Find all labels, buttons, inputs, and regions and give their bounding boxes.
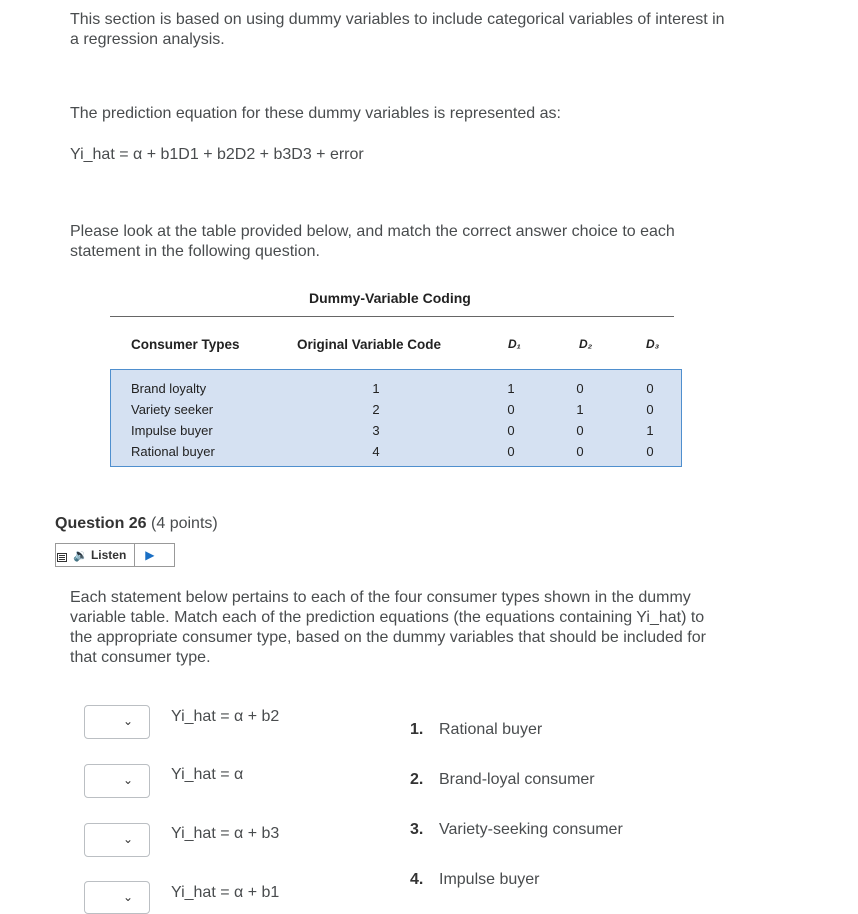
match-select[interactable]	[84, 764, 150, 798]
table-row-code: 2	[372, 402, 380, 417]
answer-number: 1.	[410, 721, 424, 738]
answer-number: 3.	[410, 821, 424, 838]
table-row-d1: 0	[507, 444, 515, 459]
equation-item: Yi_hat = α	[171, 766, 244, 783]
equation-intro-text: The prediction equation for these dummy variables is represented as:	[70, 105, 561, 122]
speaker-icon: 🔉	[73, 548, 88, 562]
prediction-equation: Yi_hat = α + b1D1 + b2D2 + b3D3 + error	[70, 146, 364, 163]
listen-toolbar[interactable]	[55, 543, 175, 567]
table-row-type: Variety seeker	[131, 402, 214, 417]
header-consumer-types: Consumer Types	[131, 337, 240, 352]
listen-button[interactable]: Listen	[90, 548, 127, 562]
answer-label: Variety-seeking consumer	[439, 821, 623, 838]
table-row-d1: 0	[507, 423, 515, 438]
header-d3: D₃	[646, 337, 660, 351]
table-row-type: Brand loyalty	[131, 381, 207, 396]
table-row-d2: 1	[576, 402, 584, 417]
match-select[interactable]	[84, 881, 150, 914]
answer-label: Rational buyer	[439, 721, 543, 738]
table-row-d2: 0	[576, 444, 584, 459]
question-text: Each statement below pertains to each of the four consumer types shown in the dummy variable table. Match each of the prediction equations (the equations containing Yi_hat) to the appropriate consumer type, based on the dummy variables that should be included for that consumer type.	[70, 589, 706, 666]
table-row-type: Rational buyer	[131, 444, 215, 459]
table-top-rule	[110, 316, 674, 317]
table-row-d3: 0	[646, 402, 654, 417]
intro-text: This section is based on using dummy variables to include categorical variables of interest in a regression analysis.	[70, 11, 725, 48]
answer-choice	[410, 771, 595, 789]
answer-label: Brand-loyal consumer	[439, 771, 595, 788]
question-number: Question 26	[55, 515, 147, 532]
answer-choice	[410, 821, 623, 839]
answer-label: Impulse buyer	[439, 871, 540, 888]
answer-choice	[410, 871, 540, 889]
match-select[interactable]	[84, 705, 150, 739]
chevron-down-icon: ⌄	[122, 714, 133, 728]
equation-item: Yi_hat = α + b3	[171, 825, 280, 842]
table-row-d1: 1	[507, 381, 515, 396]
header-d1: D₁	[508, 337, 521, 351]
equation-item: Yi_hat = α + b1	[171, 884, 280, 901]
table-row-d2: 0	[576, 381, 584, 396]
table-row-d3: 1	[646, 423, 654, 438]
table-row-code: 4	[372, 444, 380, 459]
table-row-code: 1	[372, 381, 380, 396]
table-row-d3: 0	[646, 444, 654, 459]
answer-choice	[410, 721, 542, 739]
instruction-text: Please look at the table provided below, and match the correct answer choice to each statement in the following question.	[70, 223, 675, 260]
equation-item: Yi_hat = α + b2	[171, 708, 280, 725]
chevron-down-icon: ⌄	[122, 890, 133, 904]
header-d2: D₂	[579, 337, 593, 351]
answer-number: 2.	[410, 771, 424, 788]
table-row-d2: 0	[576, 423, 584, 438]
answer-number: 4.	[410, 871, 424, 888]
menu-icon[interactable]	[57, 553, 67, 562]
divider	[134, 544, 135, 566]
table-title: Dummy-Variable Coding	[309, 290, 471, 306]
question-title	[55, 515, 218, 533]
table-row-d1: 0	[507, 402, 515, 417]
match-select[interactable]	[84, 823, 150, 857]
table-row-code: 3	[372, 423, 380, 438]
table-row-type: Impulse buyer	[131, 423, 213, 438]
play-icon[interactable]: ▶	[145, 548, 155, 562]
table-row-d3: 0	[646, 381, 654, 396]
header-original-code: Original Variable Code	[297, 337, 442, 352]
chevron-down-icon: ⌄	[122, 773, 133, 787]
chevron-down-icon: ⌄	[122, 832, 133, 846]
question-points: (4 points)	[151, 515, 218, 532]
